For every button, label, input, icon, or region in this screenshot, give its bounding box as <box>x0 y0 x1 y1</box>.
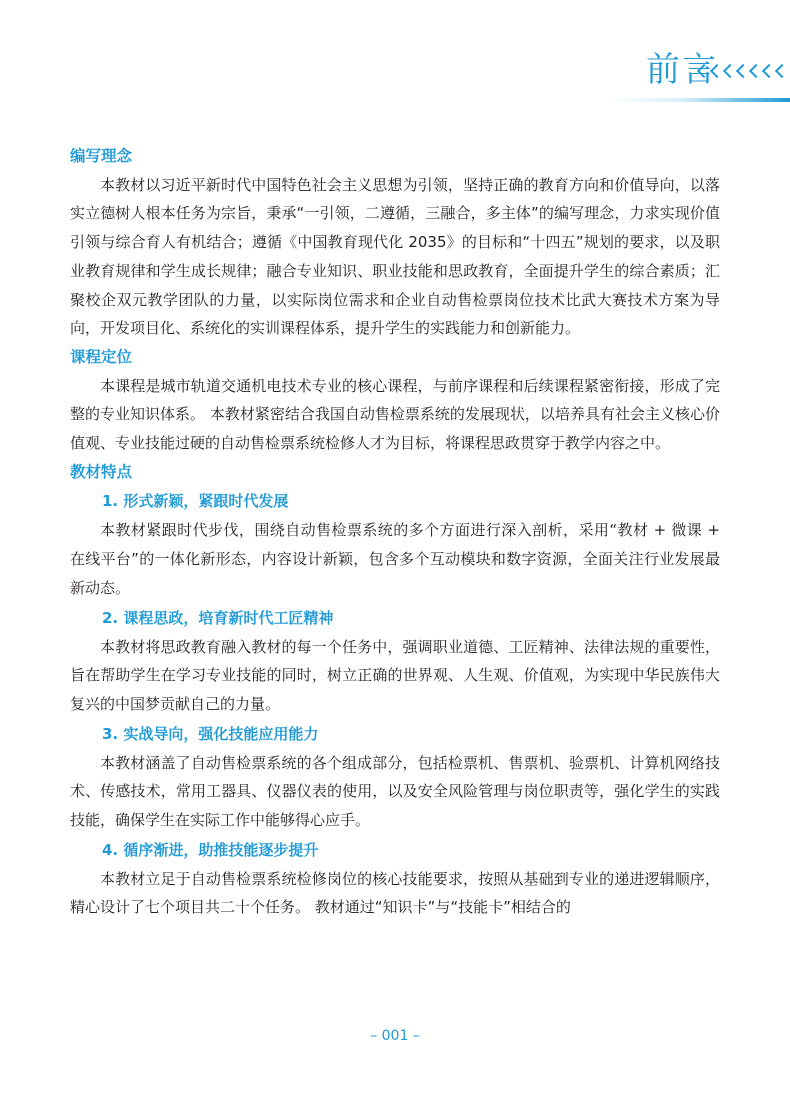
feature-4-title: 4. 循序渐进，助推技能逐步提升 <box>102 840 319 859</box>
section-heading-course-positioning: 课程定位 <box>70 347 133 366</box>
page-number: – 001 – <box>370 1028 420 1044</box>
feature-2-title: 2. 课程思政，培育新时代工匠精神 <box>102 608 334 627</box>
section-paragraph-course-positioning: 本课程是城市轨道交通机电技术专业的核心课程，与前序课程和后续课程紧密衔接，形成了完整的专业知识体系。 本教材紧密结合我国自动售检票系统的发展现状，以培养具有社会主义核心价值观、专业技能过硬的自动售检票系统检修人才为目标，将课程思政贯穿于教学内容之中。 <box>70 376 720 453</box>
page-body <box>70 142 720 922</box>
feature-2-paragraph: 本教材将思政教育融入教材的每一个任务中，强调职业道德、工匠精神、法律法规的重要性，旨在帮助学生在学习专业技能的同时，树立正确的世界观、人生观、价值观，为实现中华民族伟大复兴的中国梦贡献自己的力量。 <box>70 637 720 713</box>
chevron-decoration-icon <box>699 58 790 84</box>
section-paragraph-writing-concept: 本教材以习近平新时代中国特色社会主义思想为引领，坚持正确的教育方向和价值导向，以落实立德树人根本任务为宗旨，秉承“一引领，二遵循，三融合，多主体”的编写理念，力求实现价值引领与综合育人有机结合；遵循《中国教育现代化 2035》的目标和“十四五”规划的要求，以及职业教育规律和学生成长规律；融合专业知识、职业技能和思政教育，全面提升学生的综合素质；汇聚校企双元教学团队的力量，以实际岗位需求和企业自动售检票岗位技术比武大赛技术方案为导向，开发项目化、系统化的实训课程体系，提升学生的实践能力和创新能力。 <box>70 175 720 338</box>
feature-4-paragraph: 本教材立足于自动售检票系统检修岗位的核心技能要求，按照从基础到专业的递进逻辑顺序，精心设计了七个项目共二十个任务。 教材通过“知识卡”与“技能卡”相结合的 <box>70 869 720 917</box>
feature-1-title: 1. 形式新颖，紧跟时代发展 <box>102 492 289 511</box>
header-divider <box>610 98 790 102</box>
feature-1-paragraph: 本教材紧跟时代步伐，围绕自动售检票系统的多个方面进行深入剖析，采用“教材 + 微课 + 在线平台”的一体化新形态，内容设计新颖，包含多个互动模块和数字资源，全面关注行业发展最新动态。 <box>70 521 720 597</box>
page-header <box>0 0 790 115</box>
feature-3-paragraph: 本教材涵盖了自动售检票系统的各个组成部分，包括检票机、售票机、验票机、计算机网络技术、传感技术，常用工器具、仪器仪表的使用，以及安全风险管理与岗位职责等，强化学生的实践技能，确保学生在实际工作中能够得心应手。 <box>70 753 720 830</box>
feature-3-title: 3. 实战导向，强化技能应用能力 <box>102 724 319 743</box>
section-heading-writing-concept: 编写理念 <box>70 147 133 165</box>
section-heading-features: 教材特点 <box>70 462 133 481</box>
page-title: 前言 <box>646 50 718 90</box>
